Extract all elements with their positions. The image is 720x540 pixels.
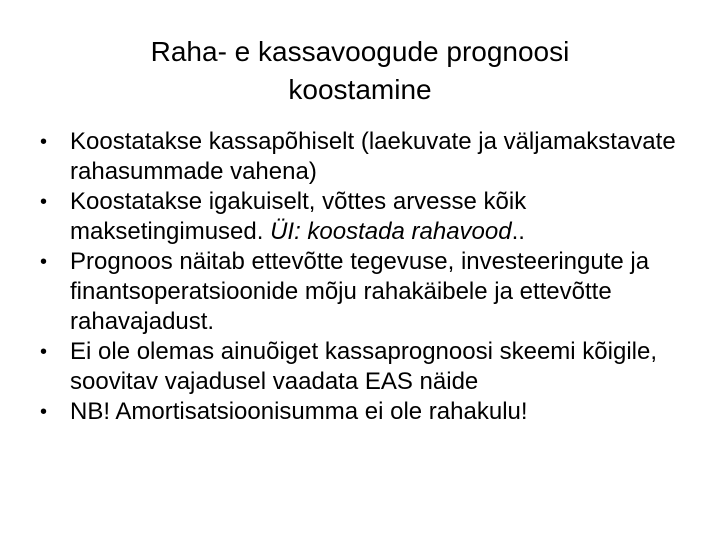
slide-title [70,33,650,109]
slide-title-line-1: Raha- e kassavoogude prognoosi [150,36,570,67]
bullet-text: Koostatakse kassapõhiselt (laekuvate ja väljamakstavate rahasummade vahena) [70,128,676,185]
bullet-text: Ei ole olemas ainuõiget kassaprognoosi skeemi kõigile, soovitav vajadusel vaadata EAS näide [70,338,657,395]
bullet-point-icon: • [40,401,48,423]
bullet-point-icon: • [40,191,48,213]
bullet-point-icon: • [40,251,48,273]
bullet-item [36,337,696,397]
bullet-item [36,397,696,427]
bullet-suffix-text: .. [511,218,525,245]
bullet-italic-text: ÜI: koostada rahavood [270,218,512,245]
bullet-item [36,127,696,187]
slide-title-line-2: koostamine [288,74,432,105]
bullet-item [36,187,696,247]
bullet-list [36,127,696,427]
bullet-text: Prognoos näitab ettevõtte tegevuse, investeeringute ja finantsoperatsioonide mõju rahakäibele ja ettevõtte rahavajadust. [70,248,650,335]
bullet-point-icon: • [40,131,48,153]
bullet-point-icon: • [40,341,48,363]
bullet-item [36,247,696,337]
bullet-text: Koostatakse igakuiselt, võttes arvesse kõik maksetingimused. [70,188,527,245]
bullet-text: NB! Amortisatsioonisumma ei ole rahakulu! [70,398,528,425]
